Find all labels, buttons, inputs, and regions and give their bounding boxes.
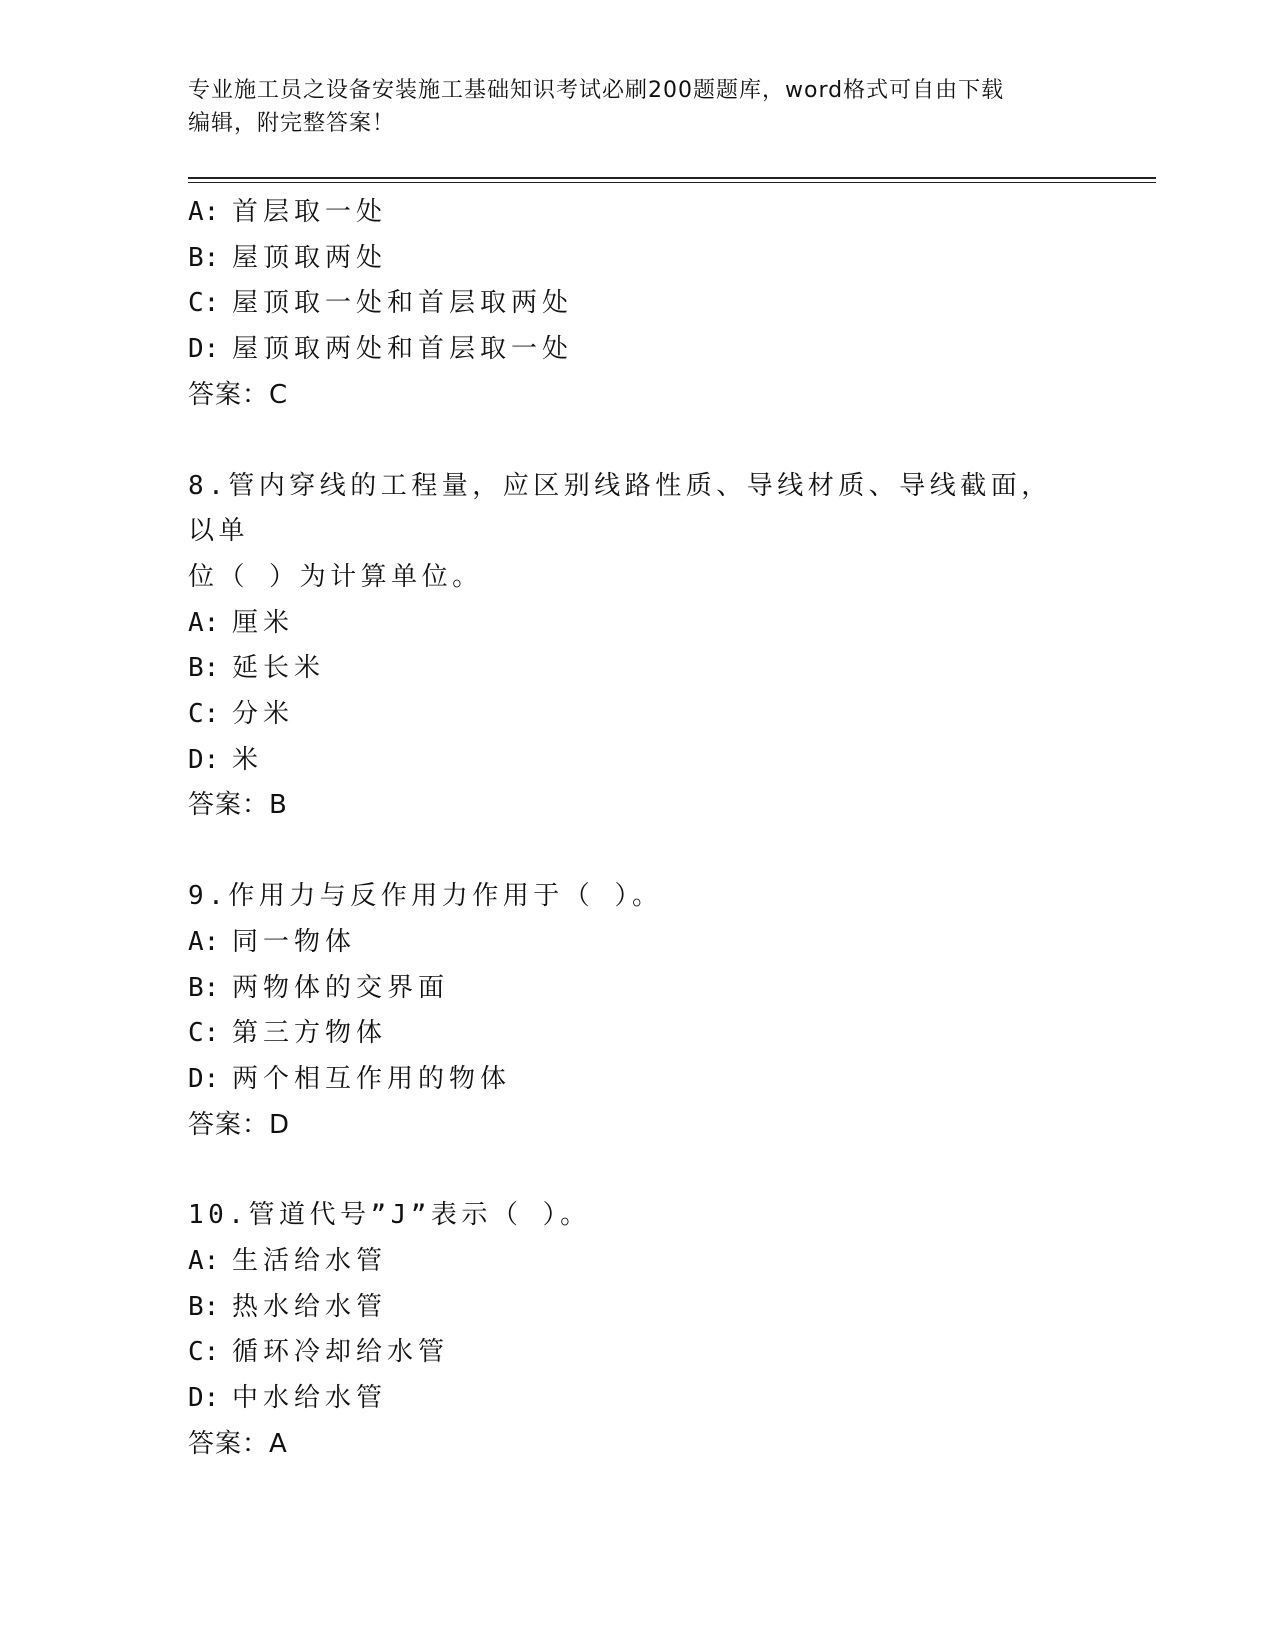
option-a: A: 生活给水管: [188, 1246, 388, 1277]
question-8: [188, 464, 1068, 830]
header-divider-thin: [188, 182, 1156, 183]
option-b: B: 屋顶取两处: [188, 242, 388, 273]
question-10: [188, 1193, 1068, 1467]
option-d: D: 屋顶取两处和首层取一处: [188, 334, 574, 365]
document-header: [188, 74, 1068, 140]
option-c: C: 分米: [188, 699, 295, 730]
question-list: [188, 190, 1068, 1468]
option-d: D: 米: [188, 744, 264, 775]
answer-line: 答案：B: [188, 790, 288, 821]
header-divider-thick: [188, 177, 1156, 179]
question-stem: 9.作用力与反作用力作用于（ ）。: [188, 881, 663, 912]
answer-line: 答案：A: [188, 1428, 288, 1459]
question-spacer: [188, 829, 1068, 874]
option-d: D: 两个相互作用的物体: [188, 1063, 512, 1094]
option-c: C: 屋顶取一处和首层取两处: [188, 288, 574, 319]
answer-line: 答案：C: [188, 379, 289, 410]
question-spacer: [188, 1148, 1068, 1193]
option-c: C: 第三方物体: [188, 1018, 388, 1049]
question-stem: 10.管道代号”J”表示（ ）。: [188, 1200, 591, 1231]
option-a: A: 首层取一处: [188, 197, 388, 227]
option-d: D: 中水给水管: [188, 1383, 388, 1414]
header-line-1: 专业施工员之设备安装施工基础知识考试必刷200题题库，word格式可自由下载: [188, 78, 1005, 103]
option-a: A: 厘米: [188, 607, 295, 638]
question-stem-continued: 位（ ）为计算单位。: [188, 561, 483, 592]
question-stem: 8.管内穿线的工程量，应区别线路性质、导线材质、导线截面，以单: [188, 470, 1052, 547]
option-a: A: 同一物体: [188, 926, 357, 957]
question-9: [188, 874, 1068, 1148]
option-b: B: 热水给水管: [188, 1291, 388, 1322]
option-b: B: 延长米: [188, 653, 326, 684]
question-spacer: [188, 419, 1068, 464]
option-c: C: 循环冷却给水管: [188, 1337, 450, 1368]
header-line-2: 编辑，附完整答案！: [188, 111, 396, 136]
question-7: [188, 190, 1068, 419]
answer-line: 答案：D: [188, 1109, 291, 1140]
option-b: B: 两物体的交界面: [188, 972, 450, 1003]
